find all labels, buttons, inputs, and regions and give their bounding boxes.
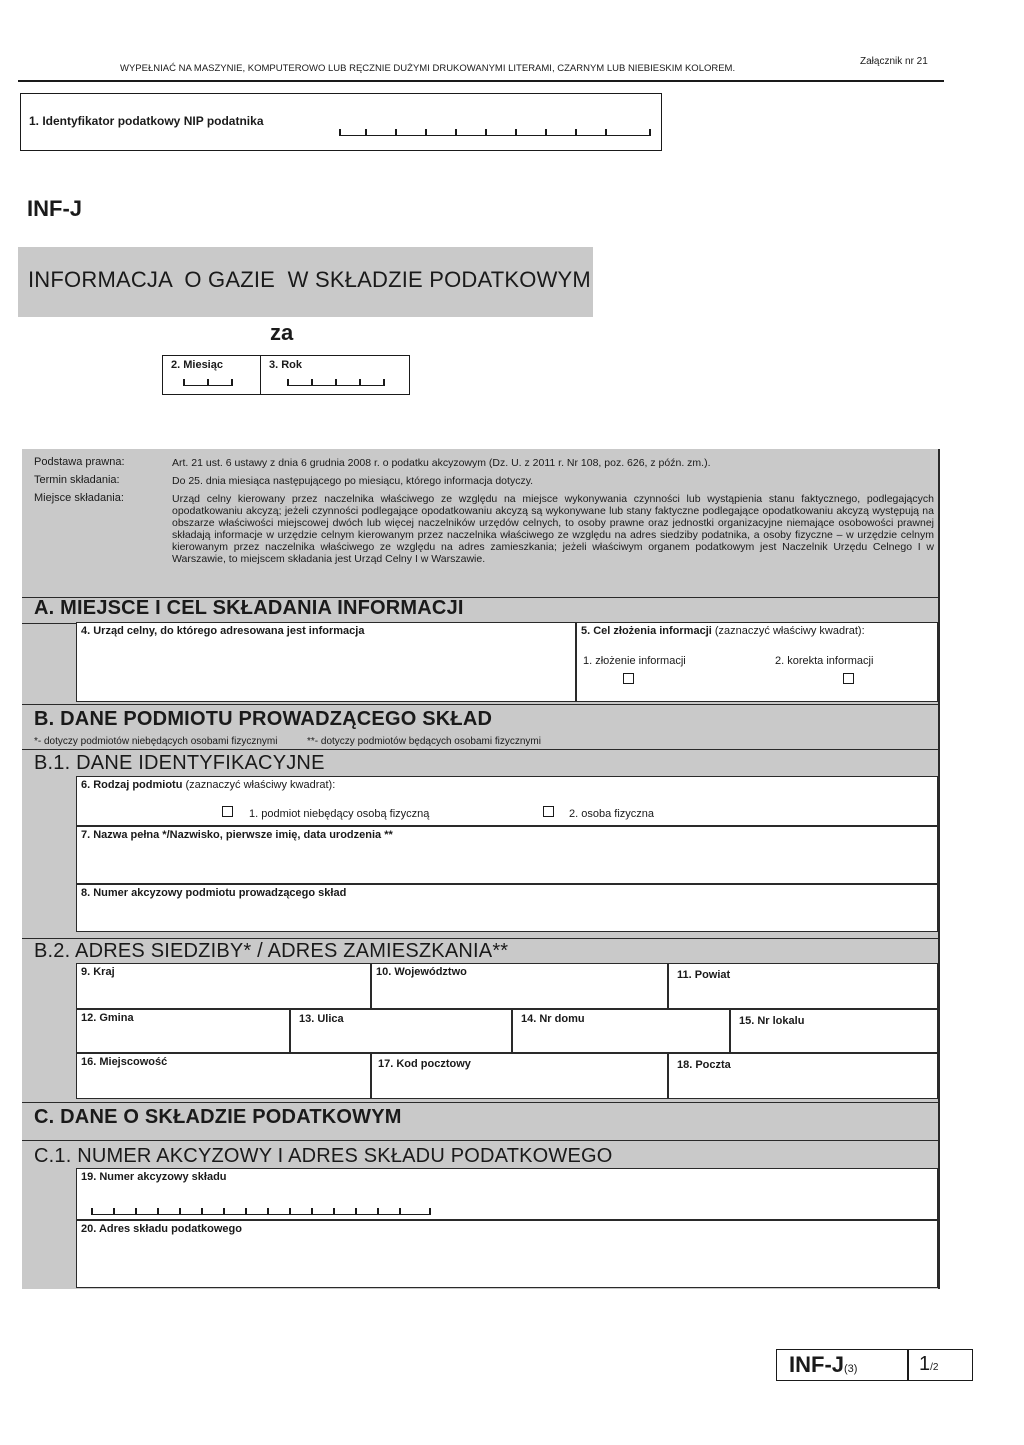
- field-16-label: 16. Miejscowość: [81, 1056, 168, 1068]
- field-17-label: 17. Kod pocztowy: [378, 1058, 471, 1070]
- option-submission-checkbox[interactable]: [623, 673, 634, 684]
- year-input[interactable]: [287, 378, 385, 386]
- entity-person-checkbox[interactable]: [543, 806, 554, 817]
- footer-page: 1: [919, 1353, 931, 1375]
- form-right-border: [938, 449, 940, 1289]
- field-20-label: 20. Adres składu podatkowego: [81, 1223, 242, 1235]
- month-input[interactable]: [183, 378, 233, 386]
- field-17-postal-code[interactable]: [371, 1053, 668, 1099]
- basis-label: Podstawa prawna:: [34, 456, 125, 468]
- note-natural-person: **- dotyczy podmiotów będących osobami fizycznymi: [307, 736, 541, 747]
- field-8-excise-number[interactable]: [76, 884, 938, 932]
- field-12-label: 12. Gmina: [81, 1012, 134, 1024]
- section-b2-title: B.2. ADRES SIEDZIBY* / ADRES ZAMIESZKANIA**: [34, 940, 509, 962]
- form-title: INFORMACJA O GAZIE W SKŁADZIE PODATKOWYM: [28, 267, 591, 292]
- field-6-hint: (zaznaczyć właściwy kwadrat):: [185, 779, 336, 791]
- section-a-title: A. MIEJSCE I CEL SKŁADANIA INFORMACJI: [34, 597, 464, 619]
- section-c-title: C. DANE O SKŁADZIE PODATKOWYM: [34, 1106, 402, 1128]
- field-14-label: 14. Nr domu: [521, 1013, 585, 1025]
- field-13-label: 13. Ulica: [299, 1013, 344, 1025]
- place-text: Urząd celny kierowany przez naczelnika właściwego ze względu na miejsce wykonywania czynności lub wystąpienia stanu faktycznego, podlegających opodatkowaniu akcyzą; jeżeli czynności podlegające opodatkowaniu akcyzą są wykonywane lub stany faktyczne podlegające opodatkowaniu akcyzą występują na obszarze właściwości miejscowej dwóch lub więcej naczelników urzędów celnych, to osoby prawne oraz jednostki organizacyjne niemające osobowości prawnej składają informacje w urzędzie celnym kierowanym przez naczelnika właściwego ze względu na adres siedziby podatnika, a osoby fizyczne – w urzędzie celnym kierowanym przez naczelnika właściwego ze względu na adres zamieszkania; jeżeli właściwym organem podatkowym jest Naczelnik Urzędu Celnego I w Warszawie, to miejscem składania jest Urząd Celny I w Warszawie.: [172, 493, 934, 565]
- year-label: 3. Rok: [269, 359, 303, 371]
- month-label: 2. Miesiąc: [171, 359, 223, 371]
- field-18-label: 18. Poczta: [677, 1059, 731, 1071]
- period-box: [162, 355, 410, 395]
- section-c1-title: C.1. NUMER AKCYZOWY I ADRES SKŁADU PODATKOWEGO: [34, 1145, 613, 1167]
- divider-c: [22, 1102, 940, 1103]
- period-za: za: [270, 320, 294, 345]
- deadline-label: Termin składania:: [34, 474, 120, 486]
- field-19-warehouse-excise-number: [76, 1168, 938, 1220]
- field-15-label: 15. Nr lokalu: [739, 1015, 805, 1027]
- footer-divider: [907, 1350, 909, 1380]
- nip-label: 1. Identyfikator podatkowy NIP podatnika: [29, 114, 264, 128]
- footer-page-total: /2: [930, 1362, 939, 1373]
- field-8-label: 8. Numer akcyzowy podmiotu prowadzącego skład: [81, 887, 347, 899]
- basis-text: Art. 21 ust. 6 ustawy z dnia 6 grudnia 2008 r. o podatku akcyzowym (Dz. U. z 2011 r. Nr 108, poz. 626, z późn. zm.).: [172, 457, 711, 469]
- field-19-label: 19. Numer akcyzowy składu: [81, 1171, 227, 1183]
- entity-person-label: 2. osoba fizyczna: [569, 808, 654, 820]
- footer-code-box: [776, 1349, 973, 1381]
- footer-page-number: [919, 1353, 938, 1376]
- form-code: INF-J: [27, 196, 82, 221]
- field-5-label: 5. Cel złożenia informacji: [581, 625, 712, 637]
- field-11-label: 11. Powiat: [677, 969, 731, 981]
- field-9-country[interactable]: [76, 963, 371, 1009]
- field-19-input[interactable]: [91, 1207, 431, 1215]
- field-6-entity-type: [76, 776, 938, 826]
- entity-legal-checkbox[interactable]: [222, 806, 233, 817]
- divider-c1: [22, 1140, 940, 1141]
- field-6-header: [81, 779, 335, 791]
- field-4-label: 4. Urząd celny, do którego adresowana jest informacja: [81, 625, 365, 637]
- footer-form-code: [789, 1352, 857, 1378]
- field-7-name[interactable]: [76, 826, 938, 884]
- field-16-city[interactable]: [76, 1053, 371, 1099]
- divider-b2: [22, 938, 940, 939]
- field-10-voivodeship[interactable]: [371, 963, 668, 1009]
- field-12-commune[interactable]: [76, 1009, 290, 1053]
- field-10-label: 10. Województwo: [376, 966, 467, 978]
- field-5-purpose: [576, 622, 938, 702]
- field-7-label: 7. Nazwa pełna */Nazwisko, pierwsze imię, data urodzenia **: [81, 829, 393, 841]
- field-14-house-number[interactable]: [512, 1009, 730, 1053]
- field-15-apartment-number[interactable]: [730, 1009, 938, 1053]
- field-9-label: 9. Kraj: [81, 966, 115, 978]
- divider-b1: [22, 749, 940, 750]
- fill-instruction: WYPEŁNIAĆ NA MASZYNIE, KOMPUTEROWO LUB RĘCZNIE DUŻYMI DRUKOWANYMI LITERAMI, CZARNYM LUB NIEBIESKIM KOLOREM.: [120, 63, 736, 74]
- month-cell[interactable]: [163, 356, 261, 394]
- footer-code: INF-J: [789, 1352, 844, 1377]
- field-20-warehouse-address[interactable]: [76, 1220, 938, 1288]
- option-correction-label: 2. korekta informacji: [775, 655, 874, 667]
- section-b-title: B. DANE PODMIOTU PROWADZĄCEGO SKŁAD: [34, 708, 493, 730]
- deadline-text: Do 25. dnia miesiąca następującego po miesiącu, którego informacja dotyczy.: [172, 475, 534, 487]
- field-13-street[interactable]: [290, 1009, 512, 1053]
- option-submission-label: 1. złożenie informacji: [583, 655, 686, 667]
- field-5-header: [581, 625, 865, 637]
- place-label: Miejsce składania:: [34, 492, 124, 504]
- footer-version: (3): [844, 1363, 858, 1375]
- section-b-notes: [34, 736, 541, 747]
- nip-box: [20, 93, 662, 151]
- field-4-customs-office[interactable]: [76, 622, 576, 702]
- field-5-hint: (zaznaczyć właściwy kwadrat):: [714, 625, 865, 637]
- nip-input[interactable]: [339, 128, 651, 136]
- option-correction-checkbox[interactable]: [843, 673, 854, 684]
- attachment-number: Załącznik nr 21: [860, 56, 928, 67]
- field-11-county[interactable]: [668, 963, 938, 1009]
- entity-legal-label: 1. podmiot niebędący osobą fizyczną: [249, 808, 430, 820]
- note-legal-entity: *- dotyczy podmiotów niebędących osobami fizycznymi: [34, 736, 278, 747]
- field-6-label: 6. Rodzaj podmiotu: [81, 779, 183, 791]
- header-rule: [18, 80, 944, 82]
- section-b1-title: B.1. DANE IDENTYFIKACYJNE: [34, 752, 325, 774]
- field-18-post-office[interactable]: [668, 1053, 938, 1099]
